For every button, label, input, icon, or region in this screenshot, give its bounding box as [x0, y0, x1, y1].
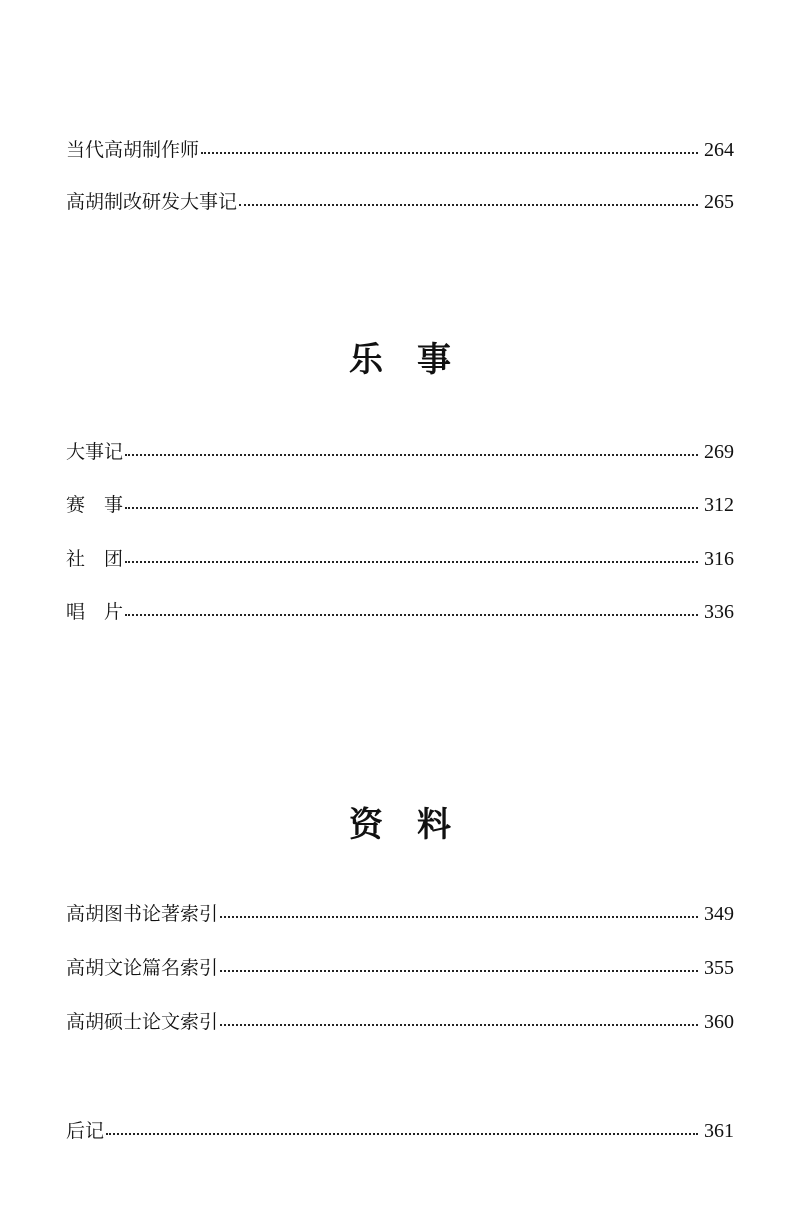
toc-entry[interactable]: [66, 953, 734, 983]
dot-leader: [220, 968, 698, 972]
toc-entry[interactable]: [66, 597, 734, 627]
toc-entry-page: 269: [704, 441, 734, 463]
toc-entry[interactable]: [66, 899, 734, 929]
toc-entry-title: 社 团: [66, 548, 124, 570]
dot-leader: [125, 559, 698, 563]
toc-entry-title: 后记: [66, 1120, 105, 1142]
toc-entry[interactable]: [66, 187, 734, 217]
dot-leader: [125, 612, 698, 616]
section-heading: 资料: [349, 805, 485, 845]
toc-entry-title: 高胡硕士论文索引: [66, 1011, 219, 1033]
toc-entry-page: 349: [704, 903, 734, 925]
dot-leader: [106, 1131, 698, 1135]
toc-entry-title: 高胡文论篇名索引: [66, 957, 219, 979]
toc-entry[interactable]: [66, 1116, 734, 1146]
toc-entry-page: 361: [704, 1120, 734, 1142]
toc-entry-page: 316: [704, 548, 734, 570]
toc-entry-title: 唱 片: [66, 601, 124, 623]
toc-entry-page: 360: [704, 1011, 734, 1033]
toc-entry-page: 312: [704, 494, 734, 516]
toc-entry-title: 赛 事: [66, 494, 124, 516]
toc-entry-page: 355: [704, 957, 734, 979]
toc-entry-page: 336: [704, 601, 734, 623]
toc-entry-title: 当代高胡制作师: [66, 139, 200, 161]
toc-entry[interactable]: [66, 544, 734, 574]
toc-entry[interactable]: [66, 1007, 734, 1037]
toc-entry-title: 大事记: [66, 441, 124, 463]
toc-entry[interactable]: [66, 490, 734, 520]
toc-entry[interactable]: [66, 437, 734, 467]
dot-leader: [239, 202, 698, 206]
toc-entry[interactable]: [66, 135, 734, 165]
toc-entry-title: 高胡图书论著索引: [66, 903, 219, 925]
dot-leader: [220, 1022, 698, 1026]
dot-leader: [201, 150, 698, 154]
dot-leader: [125, 505, 698, 509]
dot-leader: [220, 914, 698, 918]
section-heading: 乐事: [349, 340, 485, 380]
toc-entry-title: 高胡制改研发大事记: [66, 191, 238, 213]
toc-entry-page: 265: [704, 191, 734, 213]
dot-leader: [125, 452, 698, 456]
toc-entry-page: 264: [704, 139, 734, 161]
